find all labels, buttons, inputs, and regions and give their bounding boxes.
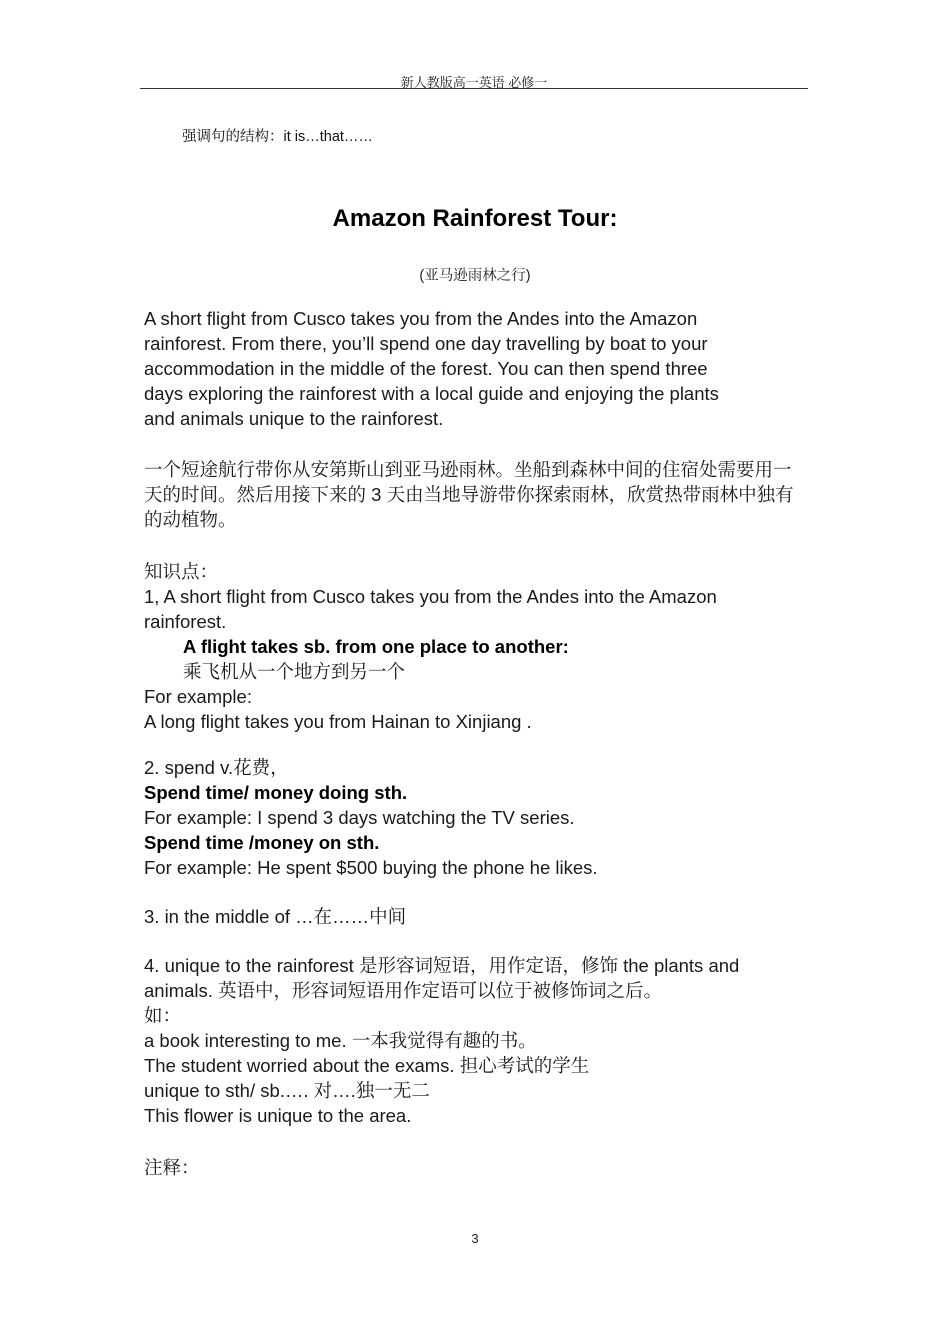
knowledge-section xyxy=(144,559,814,734)
point4-example-head: 如： xyxy=(144,1005,182,1026)
header-divider xyxy=(140,88,808,89)
point3-text: 3. in the middle of …在……中间 xyxy=(144,906,407,927)
point4-section xyxy=(144,953,814,1128)
point1-example: A long flight takes you from Hainan to Xinjiang . xyxy=(144,711,532,732)
point3-section xyxy=(144,904,814,929)
top-note: 强调句的结构：it is…that…… xyxy=(182,129,373,145)
point1-example-label: For example: xyxy=(144,686,252,707)
passage-english xyxy=(144,306,814,431)
page-title: Amazon Rainforest Tour: xyxy=(332,205,618,232)
point2-section xyxy=(144,755,814,880)
point4-line: 4. unique to the rainforest 是形容词短语，用作定语，修饰 the plants and xyxy=(144,955,740,976)
knowledge-heading: 知识点： xyxy=(144,561,219,582)
page-subtitle: (亚马逊雨林之行) xyxy=(419,268,531,284)
point1-line: 1, A short flight from Cusco takes you from the Andes into the Amazon xyxy=(144,586,717,607)
point1-pattern-translation: 乘飞机从一个地方到另一个 xyxy=(183,661,406,682)
point1-line: rainforest. xyxy=(144,611,227,632)
point2-example-b: For example: He spent $500 buying the phone he likes. xyxy=(144,857,598,878)
passage-line: and animals unique to the rainforest. xyxy=(144,408,444,429)
passage-line: accommodation in the middle of the forest. You can then spend three xyxy=(144,358,708,379)
passage-chinese xyxy=(144,457,814,532)
page-header: 新人教版高一英语 必修一 xyxy=(400,75,548,90)
notes-heading: 注释： xyxy=(144,1157,200,1178)
point4-example: This flower is unique to the area. xyxy=(144,1105,412,1126)
notes-section xyxy=(144,1155,814,1180)
point4-example: a book interesting to me. 一本我觉得有趣的书。 xyxy=(144,1030,537,1051)
translation-line: 的动植物。 xyxy=(144,509,237,530)
passage-line: rainforest. From there, you’ll spend one day travelling by boat to your xyxy=(144,333,708,354)
point4-line: animals. 英语中，形容词短语用作定语可以位于被修饰词之后。 xyxy=(144,980,663,1001)
translation-line: 一个短途航行带你从安第斯山到亚马逊雨林。坐船到森林中间的住宿处需要用一 xyxy=(144,459,792,480)
passage-line: days exploring the rainforest with a local guide and enjoying the plants xyxy=(144,383,719,404)
point4-example: The student worried about the exams. 担心考试的学生 xyxy=(144,1055,590,1076)
passage-line: A short flight from Cusco takes you from the Andes into the Amazon xyxy=(144,308,698,329)
page-number: 3 xyxy=(471,1231,479,1246)
point2-pattern-b: Spend time /money on sth. xyxy=(144,832,380,853)
translation-line: 天的时间。然后用接下来的 3 天由当地导游带你探索雨林，欣赏热带雨林中独有 xyxy=(144,484,794,505)
point2-example-a: For example: I spend 3 days watching the TV series. xyxy=(144,807,575,828)
point2-head: 2. spend v.花费， xyxy=(144,757,289,778)
point2-pattern-a: Spend time/ money doing sth. xyxy=(144,782,408,803)
point4-example: unique to sth/ sb.…. 对….独一无二 xyxy=(144,1080,430,1101)
point1-pattern: A flight takes sb. from one place to another: xyxy=(183,636,569,657)
